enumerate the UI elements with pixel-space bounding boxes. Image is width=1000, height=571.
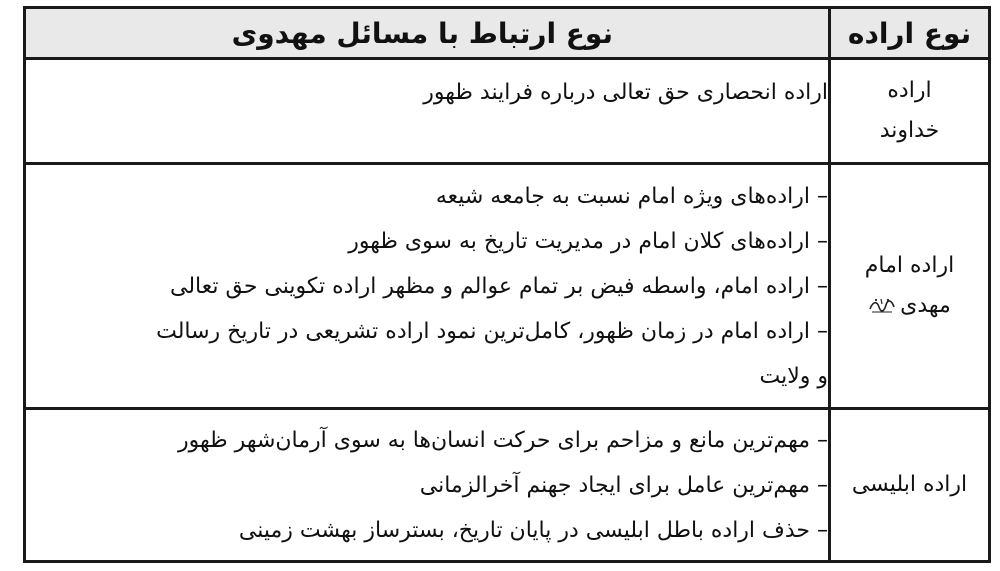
relation-item: و ولایت: [759, 363, 828, 389]
will-type-line: اراده ابلیسی: [851, 472, 968, 497]
relation-cell: [25, 409, 830, 562]
relation-item: – اراده امام در زمان ظهور، کامل‌ترین نمود اراده تشریعی در تاریخ رسالت: [156, 318, 828, 344]
relation-item: – اراده امام، واسطه فیض بر تمام عوالم و مظهر اراده تکوینی حق تعالی: [170, 273, 828, 299]
will-types-table: [23, 6, 991, 563]
calligraphic-honorific-icon: [868, 297, 896, 315]
table-row: [25, 409, 990, 562]
header-relation: نوع ارتباط با مسائل مهدوی: [25, 8, 830, 59]
will-type-line: مهدی: [900, 293, 951, 318]
header-will-type: نوع اراده: [830, 8, 990, 59]
will-type-cell: [830, 164, 990, 409]
will-type-line-with-honorific: [831, 286, 988, 326]
will-type-cell: [830, 409, 990, 562]
relation-cell: [25, 59, 830, 164]
relation-item: اراده انحصاری حق تعالی درباره فرایند ظهور: [423, 80, 828, 105]
will-type-line: اراده: [887, 78, 932, 103]
relation-item: – اراده‌های کلان امام در مدیریت تاریخ به سوی ظهور: [348, 228, 828, 254]
will-type-line: اراده امام: [864, 253, 955, 278]
relation-item: – اراده‌های ویژه امام نسبت به جامعه شیعه: [435, 183, 828, 209]
header-row: [25, 8, 990, 59]
relation-item: – مهم‌ترین عامل برای ایجاد جهنم آخرالزمانی: [419, 472, 828, 498]
relation-cell: [25, 164, 830, 409]
table-row: [25, 164, 990, 409]
relation-item: – حذف اراده باطل ابلیسی در پایان تاریخ، بسترساز بهشت زمینی: [238, 517, 828, 543]
will-type-line: خداوند: [879, 118, 940, 143]
relation-item: – مهم‌ترین مانع و مزاحم برای حرکت انسان‌ها به سوی آرمان‌شهر ظهور: [178, 427, 828, 453]
table-row: [25, 59, 990, 164]
will-type-cell: [830, 59, 990, 164]
